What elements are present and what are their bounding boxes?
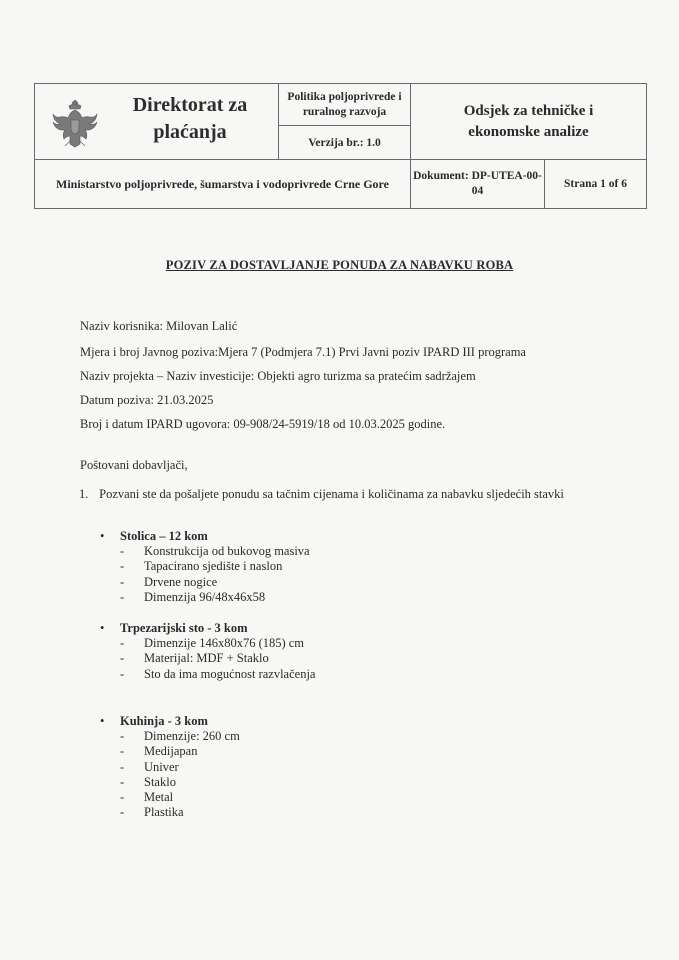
bullet-icon: • bbox=[100, 714, 105, 728]
department-cell: Odsjek za tehničke i ekonomske analize bbox=[411, 84, 646, 160]
intro-number: 1. bbox=[79, 487, 89, 501]
dash-icon: - bbox=[120, 589, 125, 604]
spec-item: - Plastika bbox=[120, 805, 184, 820]
dash-icon: - bbox=[120, 651, 125, 666]
dash-icon: - bbox=[120, 805, 125, 820]
spec-item: - Dimenzija 96/48x46x58 bbox=[120, 589, 266, 604]
spec-item: - Staklo bbox=[120, 774, 176, 789]
dash-icon: - bbox=[120, 759, 125, 774]
spec-item: - Sto da ima mogućnost razvlačenja bbox=[120, 666, 316, 681]
spec-item: - Drvene nogice bbox=[120, 574, 218, 589]
item-group bbox=[100, 620, 315, 682]
spec-list bbox=[100, 636, 315, 682]
spec-item: - Univer bbox=[120, 759, 179, 774]
ministry-cell: Ministarstvo poljoprivrede, šumarstva i vodoprivrede Crne Gore bbox=[35, 160, 411, 208]
spec-item: - Dimenzije: 260 cm bbox=[120, 729, 240, 743]
dash-icon: - bbox=[120, 666, 125, 681]
ipard-contract: Broj i datum IPARD ugovora: 09-908/24-5919/18 od 10.03.2025 godine. bbox=[80, 417, 446, 431]
spec-item: - Konstrukcija od bukovog masiva bbox=[120, 544, 310, 558]
item-title: Trpezarijski sto - 3 kom bbox=[120, 621, 248, 635]
item-group bbox=[100, 713, 240, 821]
spec-item: - Materijal: MDF + Staklo bbox=[120, 651, 269, 666]
item-title: Kuhinja - 3 kom bbox=[120, 714, 208, 728]
intro-paragraph bbox=[79, 487, 564, 502]
organization-name: Direktorat za plaćanja bbox=[132, 94, 248, 143]
page-number-cell: Strana 1 of 6 bbox=[564, 178, 627, 190]
dash-icon: - bbox=[120, 729, 125, 743]
dash-icon: - bbox=[120, 544, 125, 558]
call-date: Datum poziva: 21.03.2025 bbox=[80, 393, 214, 407]
dash-icon: - bbox=[120, 790, 125, 805]
item-group bbox=[100, 528, 310, 605]
version-cell: Verzija br.: 1.0 bbox=[279, 126, 411, 160]
measure-call: Mjera i broj Javnog poziva:Mjera 7 (Podmjera 7.1) Prvi Javni poziv IPARD III programa bbox=[80, 345, 526, 359]
dash-icon: - bbox=[120, 636, 125, 650]
dash-icon: - bbox=[120, 574, 125, 589]
greeting: Poštovani dobavljači, bbox=[80, 458, 188, 472]
intro-text: Pozvani ste da pošaljete ponudu sa tačnim cijenama i količinama za nabavku sljedećih stavki bbox=[99, 487, 564, 501]
document-number-cell: Dokument: DP-UTEA-00-04 bbox=[411, 160, 545, 208]
item-title: Stolica – 12 kom bbox=[120, 529, 208, 543]
dash-icon: - bbox=[120, 559, 125, 574]
spec-item: - Medijapan bbox=[120, 744, 198, 759]
beneficiary-name: Naziv korisnika: Milovan Lalić bbox=[80, 319, 238, 333]
spec-list bbox=[100, 729, 240, 821]
header-table bbox=[34, 83, 647, 209]
spec-item: - Metal bbox=[120, 790, 174, 805]
bullet-icon: • bbox=[100, 621, 105, 635]
spec-item: - Tapacirano sjedište i naslon bbox=[120, 559, 283, 574]
dash-icon: - bbox=[120, 744, 125, 759]
project-name: Naziv projekta – Naziv investicije: Objekti agro turizma sa pratećim sadržajem bbox=[80, 369, 476, 383]
spec-item: - Dimenzije 146x80x76 (185) cm bbox=[120, 636, 305, 650]
logo-cell bbox=[35, 84, 279, 160]
dash-icon: - bbox=[120, 774, 125, 789]
spec-list bbox=[100, 544, 310, 605]
policy-cell: Politika poljoprivrede i ruralnog razvoja bbox=[279, 84, 411, 126]
bullet-icon: • bbox=[100, 529, 105, 543]
coat-of-arms-icon bbox=[49, 96, 101, 150]
document-title: POZIV ZA DOSTAVLJANJE PONUDA ZA NABAVKU ROBA bbox=[165, 258, 514, 272]
